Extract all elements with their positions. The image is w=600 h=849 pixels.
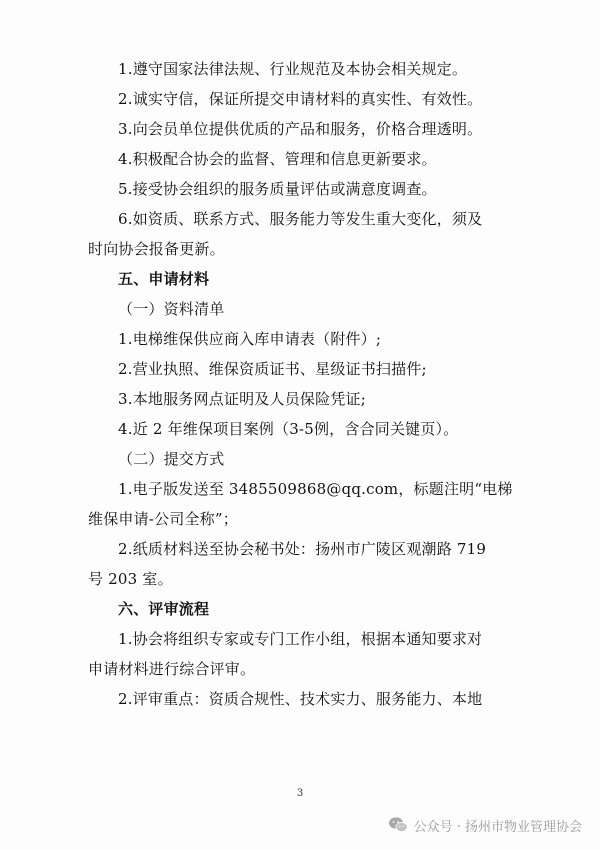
paragraph-line: 6.如资质、联系方式、服务能力等发生重大变化，须及 — [118, 210, 483, 228]
paragraph-line: 4.积极配合协会的监督、管理和信息更新要求。 — [118, 150, 437, 168]
paragraph-line: 4.近 2 年维保项目案例（3-5例，含合同关键页）。 — [118, 420, 459, 438]
paragraph-line: 5.接受协会组织的服务质量评估或满意度调查。 — [118, 180, 437, 198]
paragraph-line: 2.营业执照、维保资质证书、星级证书扫描件; — [118, 360, 427, 378]
paragraph-line: 2.诚实守信，保证所提交申请材料的真实性、有效性。 — [118, 90, 483, 108]
section-heading: 五、申请材料 — [118, 270, 210, 288]
watermark-text: 公众号 · 扬州市物业管理协会 — [413, 819, 582, 835]
paragraph-line: 1.协会将组织专家或专门工作小组，根据本通知要求对 — [118, 630, 483, 648]
paragraph-line: （二）提交方式 — [118, 450, 225, 468]
paragraph-continuation: 维保申请-公司全称”； — [88, 510, 238, 528]
paragraph-line: 2.评审重点：资质合规性、技术实力、服务能力、本地 — [118, 690, 483, 708]
page-number: 3 — [296, 788, 304, 799]
section-heading: 六、评审流程 — [118, 600, 210, 618]
paragraph-line: 1.电梯维保供应商入库申请表（附件）; — [118, 330, 382, 348]
paragraph-continuation: 号 203 室。 — [88, 570, 173, 588]
paragraph-line: 1.电子版发送至 3485509868@qq.com，标题注明“电梯 — [118, 480, 513, 498]
paragraph-line: 2.纸质材料送至协会秘书处：扬州市广陵区观潮路 719 — [118, 540, 487, 558]
paragraph-continuation: 时向协会报备更新。 — [88, 240, 225, 258]
paragraph-line: 3.本地服务网点证明及人员保险凭证; — [118, 390, 366, 408]
paragraph-continuation: 申请材料进行综合评审。 — [88, 660, 256, 678]
paragraph-line: 1.遵守国家法律法规、行业规范及本协会相关规定。 — [118, 60, 468, 78]
document-body — [88, 60, 516, 720]
paragraph-line: （一）资料清单 — [118, 300, 225, 318]
paragraph-line: 3.向会员单位提供优质的产品和服务，价格合理透明。 — [118, 120, 483, 138]
wechat-icon — [388, 816, 408, 834]
wechat-watermark — [388, 814, 582, 836]
